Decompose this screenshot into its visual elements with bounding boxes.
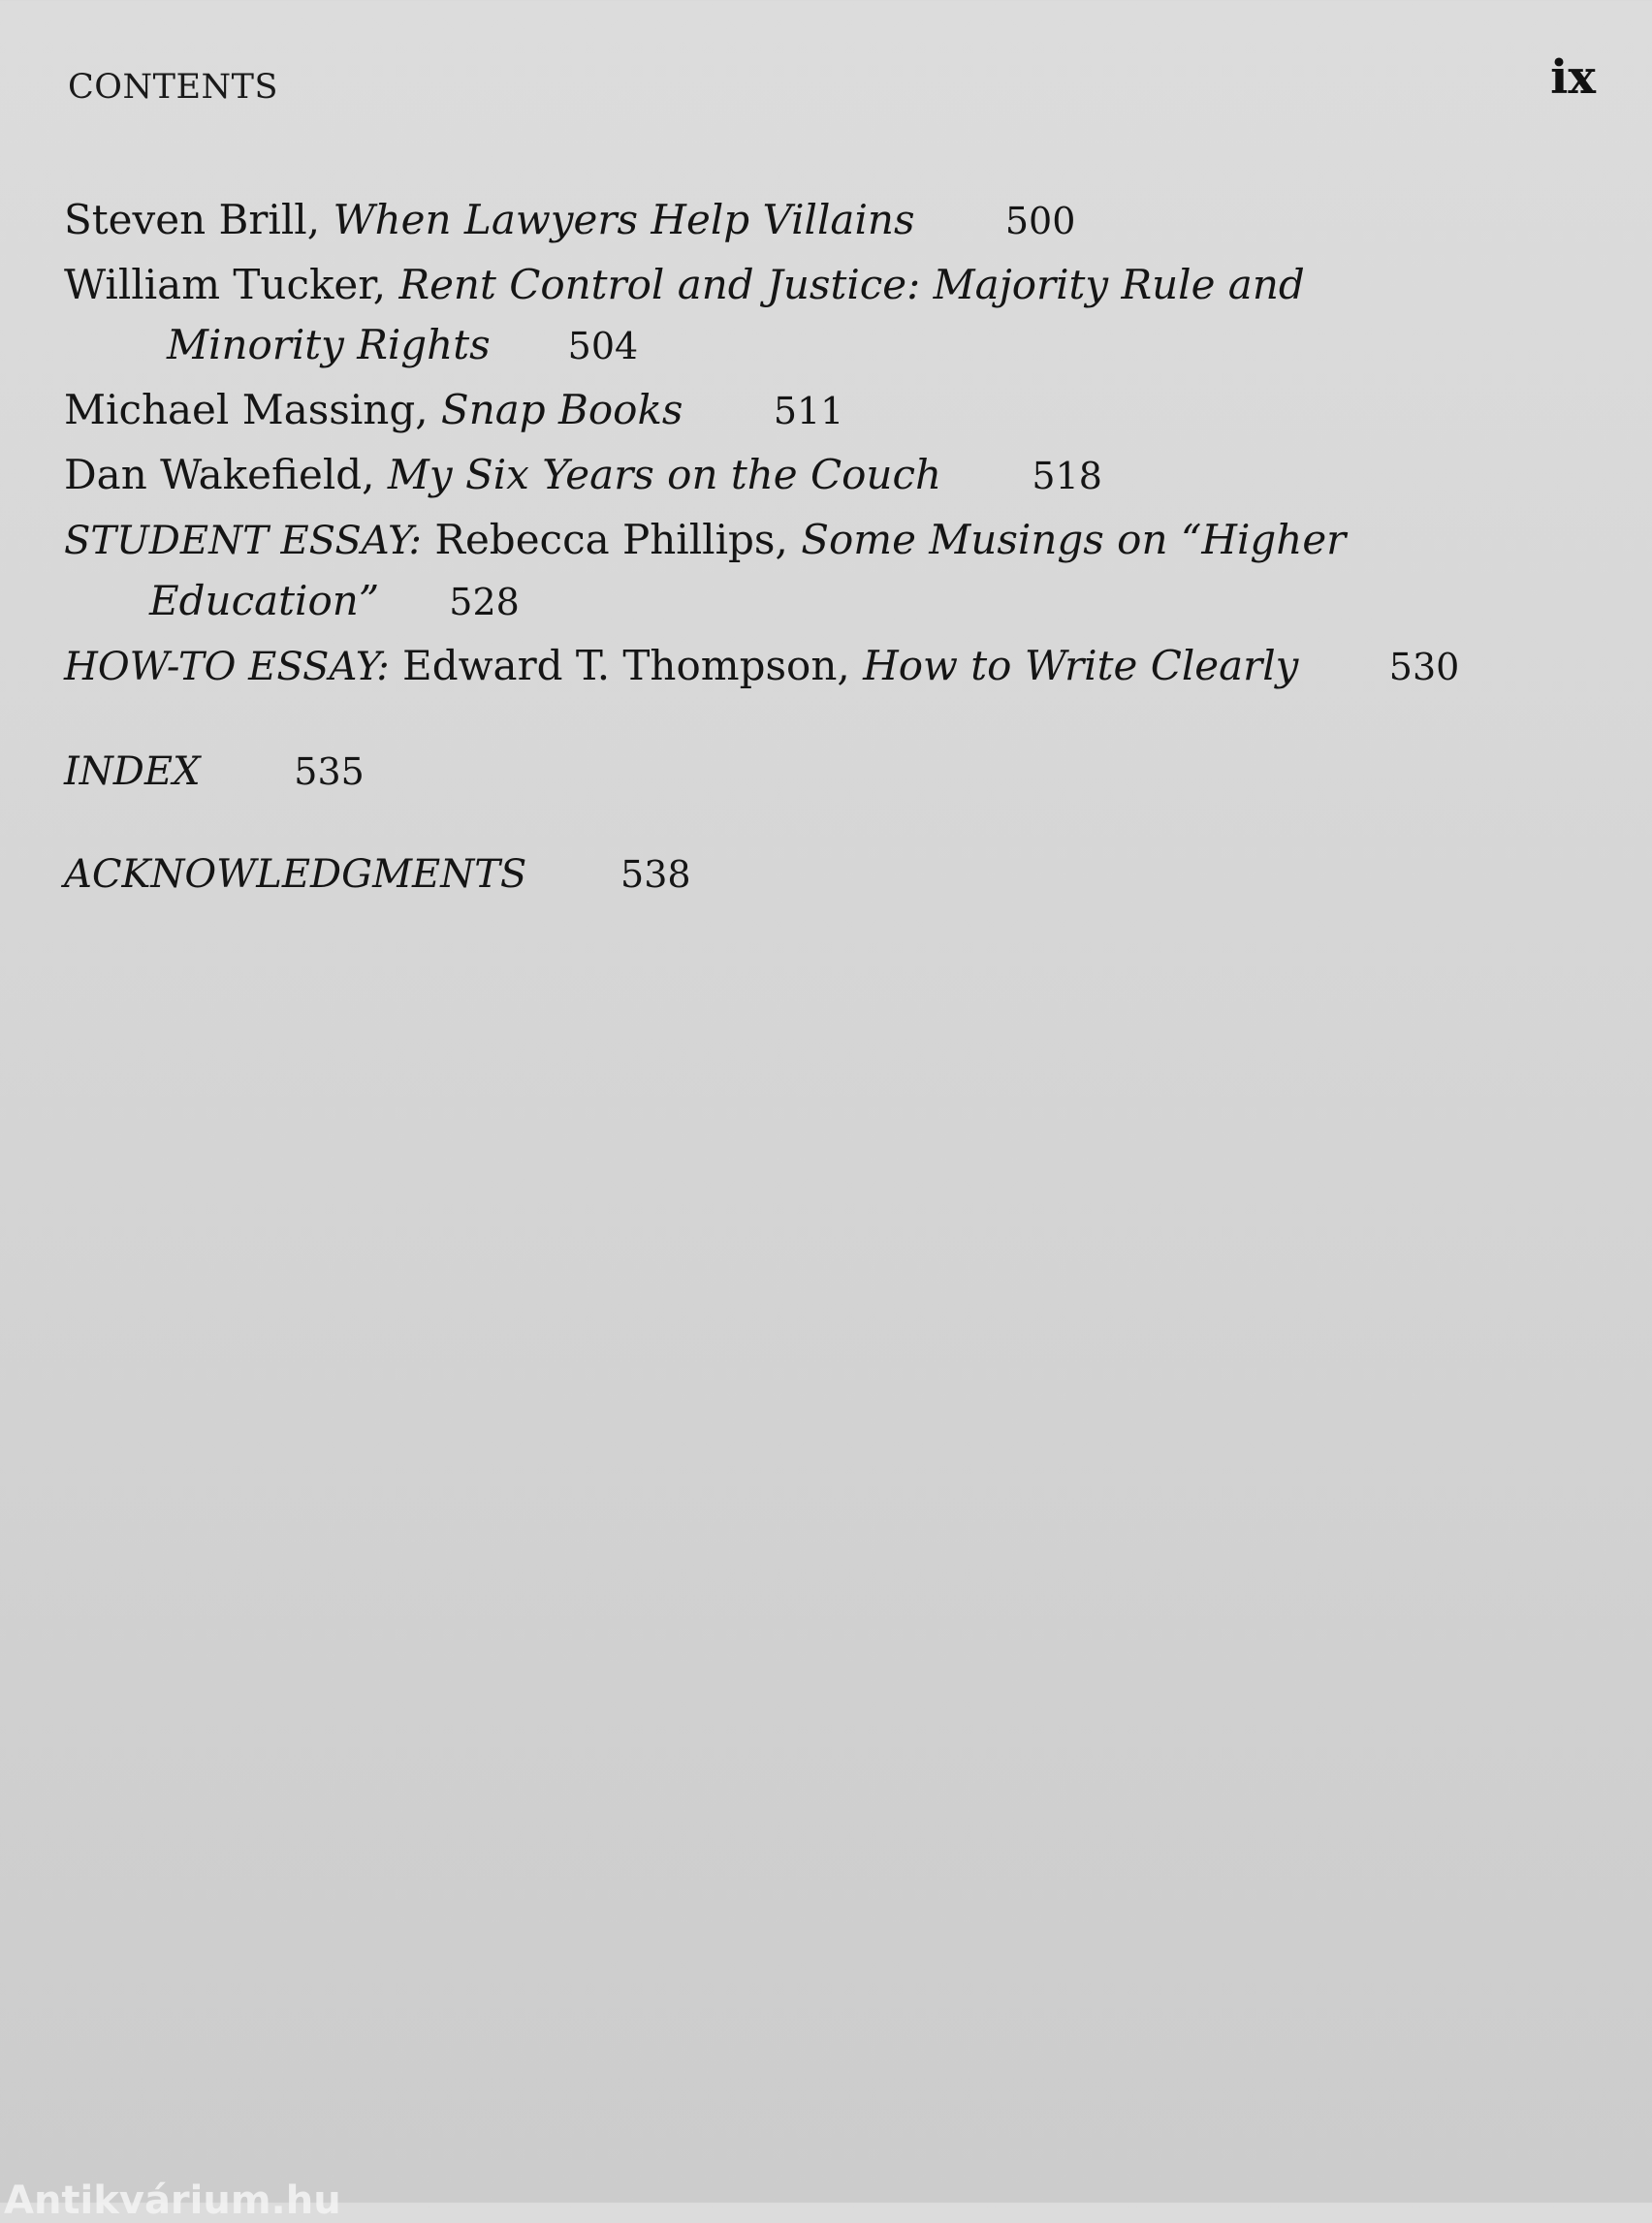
entry-title: Rent Control and Justice: Majority Rule and	[398, 261, 1305, 308]
entry-title: My Six Years on the Couch	[387, 451, 942, 498]
contents-list	[64, 190, 1576, 905]
entry-page: 518	[1032, 455, 1102, 497]
contents-entry	[64, 510, 1576, 632]
entry-page: 528	[449, 581, 520, 623]
entry-title: Some Musings on “Higher	[801, 516, 1347, 563]
running-title: CONTENTS	[68, 68, 278, 107]
contents-entry	[64, 636, 1576, 697]
watermark: Antikvárium.hu	[4, 2178, 341, 2223]
entry-author: Edward T. Thompson,	[402, 642, 850, 689]
entry-author: Dan Wakefield,	[64, 451, 375, 498]
back-matter-label: ACKNOWLEDGMENTS	[64, 852, 527, 897]
page-number: ix	[1550, 50, 1596, 105]
entry-page: 530	[1388, 646, 1460, 688]
back-matter-page: 538	[620, 853, 691, 896]
entry-author: William Tucker,	[64, 261, 387, 308]
entry-title: When Lawyers Help Villains	[333, 196, 915, 243]
entry-author: Michael Massing,	[64, 386, 429, 433]
entry-title: How to Write Clearly	[863, 642, 1299, 689]
entry-author: Steven Brill,	[64, 196, 321, 243]
entry-title: Snap Books	[440, 386, 683, 433]
contents-entry	[64, 445, 1576, 506]
entry-title-continued: Education”	[149, 577, 380, 624]
entry-page: 504	[567, 325, 639, 367]
entry-page: 500	[1004, 200, 1076, 242]
back-matter-entry	[64, 742, 1576, 802]
entry-continuation	[64, 315, 1576, 376]
contents-entry	[64, 380, 1576, 441]
back-matter-label: INDEX	[64, 749, 201, 794]
entry-title-continued: Minority Rights	[167, 321, 491, 368]
entry-category-label: STUDENT ESSAY:	[64, 519, 422, 563]
entry-continuation	[64, 571, 1576, 632]
contents-entry	[64, 255, 1576, 376]
back-matter-page: 535	[294, 750, 365, 793]
contents-entry	[64, 190, 1576, 251]
entry-category-label: HOW-TO ESSAY:	[64, 645, 390, 689]
entry-author: Rebecca Phillips,	[434, 516, 788, 563]
back-matter-entry	[64, 844, 1576, 905]
entry-page: 511	[773, 390, 844, 432]
